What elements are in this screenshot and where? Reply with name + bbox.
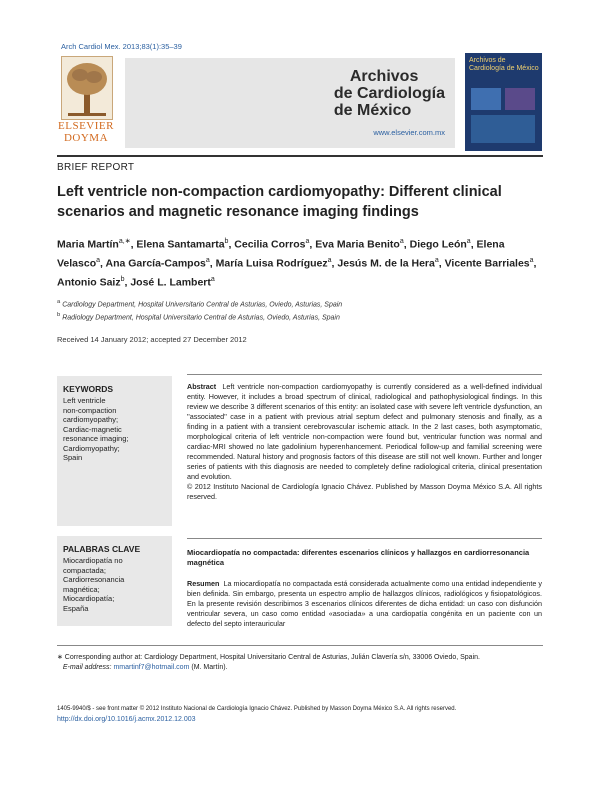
resumen-text: La miocardiopatía no compactada está considerada actualmente como una entidad independiente y bien definida. Sin embargo, presenta un espectro amplio de hallazgos clínicos, radiológicos y fisiopatológicos. En la presente revisión describimos 3 escenarios clínicos diferentes de dicha entidad: un caso con disfunción ventricular severa, un caso como entidad «asociada» a una cardiopatía congénita en un paciente con un defecto del septo interauricular bbox=[187, 579, 543, 628]
abstract-divider-bottom bbox=[187, 538, 542, 539]
author-affiliation-marker: a bbox=[96, 257, 101, 264]
abstract-label: Abstract bbox=[187, 382, 217, 391]
author-name: Jesús M. de la Hera bbox=[337, 257, 435, 270]
palabras-clave-list bbox=[63, 556, 168, 613]
author-name: Maria Martín bbox=[57, 238, 119, 251]
author-affiliation-marker: a bbox=[327, 257, 332, 264]
journal-reference[interactable]: Arch Cardiol Mex. 2013;83(1):35–39 bbox=[61, 42, 182, 51]
keyword-item: non-compaction bbox=[63, 405, 117, 415]
article-type: BRIEF REPORT bbox=[57, 162, 135, 173]
issn-line: 1405-9940/$ - see front matter © 2012 Instituto Nacional de Cardiología Ignacio Chávez. Published by Masson Doyma México S.A. All rights reserved. bbox=[57, 706, 457, 712]
header-divider bbox=[57, 155, 543, 157]
author-name: Cecilia Corros bbox=[234, 238, 306, 251]
author-affiliation-marker: b bbox=[224, 238, 229, 245]
journal-title bbox=[334, 68, 445, 119]
journal-title-line2: de Cardiología bbox=[333, 85, 445, 102]
publisher-subname: DOYMA bbox=[63, 132, 109, 144]
affiliation bbox=[57, 310, 543, 323]
journal-banner bbox=[125, 58, 455, 148]
abstract-divider-top bbox=[187, 374, 542, 375]
author-affiliation-marker: a bbox=[529, 257, 534, 264]
affiliation-text: Cardiology Department, Hospital Universitario Central de Asturias, Oviedo, Asturias, Spain bbox=[60, 301, 343, 309]
received-dates: Received 14 January 2012; accepted 27 December 2012 bbox=[57, 335, 247, 344]
affiliation-marker: a bbox=[57, 299, 61, 305]
palabra-clave-item: Miocardiopatía; bbox=[63, 594, 115, 603]
abstract-copyright: © 2012 Instituto Nacional de Cardiología Ignacio Chávez. Published by Masson Doyma México S.A. All rights reserved. bbox=[187, 482, 542, 501]
author-affiliation-marker: a bbox=[205, 257, 210, 264]
journal-title-line1: Archivos bbox=[349, 68, 419, 85]
affiliation bbox=[57, 297, 543, 310]
keywords-list bbox=[63, 396, 168, 463]
palabras-clave-heading: PALABRAS CLAVE bbox=[63, 544, 141, 554]
resumen-label: Resumen bbox=[187, 579, 220, 588]
elsevier-logo bbox=[57, 56, 115, 152]
keywords-heading: KEYWORDS bbox=[63, 384, 114, 394]
email-suffix: (M. Martín). bbox=[191, 664, 228, 671]
author-name: Ana García-Campos bbox=[105, 257, 206, 270]
cover-title: Archivos de Cardiología de México bbox=[469, 57, 539, 72]
keyword-item: cardiomyopathy; bbox=[63, 415, 119, 424]
doi-link[interactable]: http://dx.doi.org/10.1016/j.acmx.2012.12.003 bbox=[57, 716, 196, 723]
keyword-item: resonance imaging; bbox=[63, 434, 129, 443]
affiliations bbox=[57, 297, 543, 324]
author-affiliation-marker: a,∗ bbox=[118, 238, 131, 245]
spanish-title: Miocardiopatía no compactada: diferentes escenarios clínicos y hallazgos en cardiorresonancia magnética bbox=[187, 548, 530, 567]
journal-url-link[interactable]: www.elsevier.com.mx bbox=[373, 128, 445, 137]
keyword-item: Spain bbox=[63, 453, 83, 462]
author-affiliation-marker: b bbox=[120, 276, 125, 283]
abstract bbox=[187, 382, 542, 502]
author-affiliation-marker: a bbox=[210, 276, 215, 283]
affiliation-text: Radiology Department, Hospital Universitario Central de Asturias, Oviedo, Asturias, Spain bbox=[60, 314, 340, 322]
email-label: E-mail address: bbox=[62, 664, 112, 671]
journal-title-line3: de México bbox=[333, 102, 412, 119]
footnote-divider bbox=[57, 645, 543, 646]
resumen bbox=[187, 579, 542, 629]
author-name: Elena Velasco bbox=[57, 238, 505, 270]
palabra-clave-item: magnética; bbox=[63, 584, 100, 594]
author-affiliation-marker: a bbox=[305, 238, 310, 245]
palabra-clave-item: compactada; bbox=[63, 565, 106, 575]
corresponding-author: ∗ Corresponding author at: Cardiology Department, Hospital Universitario Central de Asturias, Julián Clavería s/n, 33006 Oviedo, Spain. bbox=[57, 654, 480, 661]
corresponding-author-note bbox=[57, 653, 543, 673]
email-link[interactable]: mmartinf7@hotmail.com bbox=[113, 664, 190, 671]
author-name: Elena Santamarta bbox=[136, 238, 225, 251]
author-affiliation-marker: a bbox=[466, 238, 471, 245]
affiliation-marker: b bbox=[57, 312, 61, 319]
palabra-clave-item: Miocardiopatía no bbox=[63, 556, 123, 565]
journal-cover-image bbox=[465, 53, 542, 151]
author-name: Antonio Saiz bbox=[57, 276, 121, 289]
author-name: María Luisa Rodríguez bbox=[215, 257, 328, 270]
keyword-item: Left ventricle bbox=[63, 396, 106, 405]
elsevier-tree-icon bbox=[61, 56, 113, 120]
keyword-item: Cardiomyopathy; bbox=[63, 443, 120, 453]
author-affiliation-marker: a bbox=[399, 238, 404, 245]
article-title: Left ventricle non-compaction cardiomyopathy: Different clinical scenarios and magnetic resonance imaging findings bbox=[57, 184, 502, 220]
palabras-clave-box bbox=[57, 536, 172, 626]
author-name: José L. Lambert bbox=[130, 276, 211, 289]
publisher-name: ELSEVIER bbox=[58, 120, 114, 132]
abstract-text: Left ventricle non-compaction cardiomyopathy is currently considered as a well-defined individual entity. However, it includes a broad spectrum of clinical, radiological and pathophysiological findings. In this review we describe 3 different scenarios of this entity: an isolated case with severe left ventricle dysfunction, an ''associated'' case in a patient with previous atrial septum defect and pulmonary stenosis and finally, as a finding in a patient with a transient cerebrovascular ischemic attack. In the 2 last cases, both asymptomatic, morphological criteria of left ventricle non-compaction were found but, ventricular function was normal and cardiac-MRI showed no late gadolinium hyperenhancement. Periodical follow-up and familial screening were recommended. Natural history and prognosis factors of this disease are still not well known. Further and longer series of patients with this diagnosis are needed to completely define radiological criteria, clinical presentation and evolution. bbox=[187, 382, 542, 481]
author-name: Eva Maria Benito bbox=[315, 238, 400, 251]
author-name: Vicente Barriales bbox=[444, 257, 530, 270]
cover-graphic bbox=[471, 88, 501, 110]
author-affiliation-marker: a bbox=[434, 257, 439, 264]
cover-graphic bbox=[505, 88, 535, 110]
author-list: Maria Martín$^{a,∗}$, Elena Santamarta$^b$, Cecilia Corros$^a$, Eva Maria Benito$^a$, Diego León$^a$, Elena Velasco$^a$, Ana García-Campos$^a$, María Luisa Rodríguez$^a$, Jesús M. de la Hera$^a$, Vicente Barriales$^a$, Antonio Saiz$^b$, José L. Lambert$^a$ bbox=[57, 238, 537, 289]
keyword-item: Cardiac-magnetic bbox=[63, 424, 122, 434]
author-name: Diego León bbox=[409, 238, 467, 251]
palabra-clave-item: España bbox=[63, 603, 89, 613]
publisher-wordmark bbox=[57, 120, 115, 144]
palabra-clave-item: Cardiorresonancia bbox=[63, 575, 125, 584]
cover-graphic bbox=[471, 115, 535, 143]
keywords-box bbox=[57, 376, 172, 526]
email-line bbox=[57, 663, 543, 673]
